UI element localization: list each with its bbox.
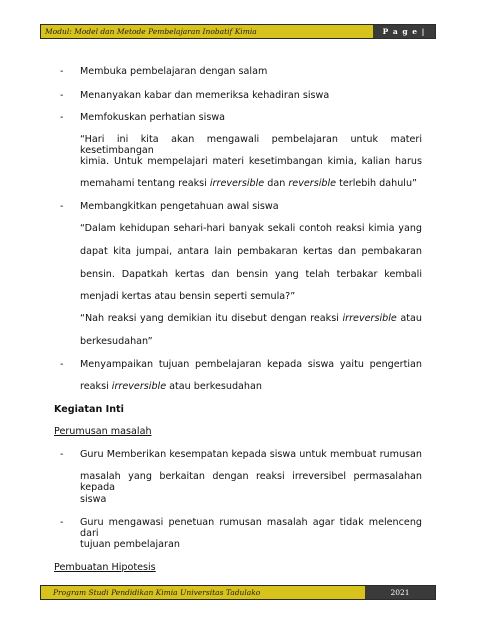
text-run: terlebih dahulu”: [336, 178, 418, 189]
paragraph-line: tujuan pembelajaran: [80, 539, 180, 550]
list-item-text: Guru Memberikan kesempatan kepada siswa untuk membuat rumusan: [80, 449, 422, 460]
page-number: P a g e | 162: [373, 25, 435, 38]
page-header: [40, 24, 436, 49]
list-item-text: Menyampaikan tujuan pembelajaran kepada siswa yaitu pengertian: [80, 359, 422, 370]
bullet-dash: -: [60, 90, 64, 101]
italic-term: reversible: [288, 178, 337, 189]
paragraph-line: “Hari ini kita akan mengawali pembelajaran untuk materi kesetimbangan: [80, 134, 422, 156]
bullet-dash: -: [60, 449, 64, 460]
bullet-dash: -: [60, 359, 64, 370]
italic-term: irreversible: [342, 313, 397, 324]
bullet-dash: -: [60, 517, 64, 528]
italic-term: irreversible: [111, 381, 167, 392]
italic-term: irreversible: [209, 178, 265, 189]
paragraph-line: [80, 178, 417, 189]
text-run: “Nah reaksi yang demikian itu disebut dengan reaksi: [80, 313, 343, 324]
page-footer: [40, 585, 436, 600]
paragraph-line: bensin. Dapatkah kertas dan bensin yang telah terbakar kembali: [80, 269, 422, 280]
subsection-title: Perumusan masalah: [54, 426, 152, 437]
bullet-dash: -: [60, 201, 64, 212]
list-item-text: Menanyakan kabar dan memeriksa kehadiran siswa: [80, 90, 330, 101]
bullet-dash: -: [60, 66, 64, 77]
paragraph-line: berkesudahan”: [80, 336, 153, 347]
list-item-text: Guru mengawasi penetuan rumusan masalah agar tidak melenceng dari: [80, 517, 422, 539]
paragraph-line: [80, 313, 422, 324]
text-run: reaksi: [80, 381, 112, 392]
paragraph-line: masalah yang berkaitan dengan reaksi irreversibel permasalahan kepada: [80, 471, 422, 493]
paragraph-line: [80, 381, 262, 392]
bullet-dash: -: [60, 112, 64, 123]
paragraph-line: menjadi kertas atau bensin seperti semula?”: [80, 291, 296, 302]
footer-institution: Program Studi Pendidikan Kimia Universitas Tadulako: [41, 586, 365, 599]
header-title: Modul: Model dan Metode Pembelajaran Inobatif Kimia: [41, 25, 373, 38]
list-item-text: Memfokuskan perhatian siswa: [80, 112, 226, 123]
text-run: atau: [396, 313, 422, 324]
list-item-text: Membuka pembelajaran dengan salam: [80, 66, 268, 77]
footer-year: 2021: [365, 586, 435, 599]
text-run: atau berkesudahan: [166, 381, 262, 392]
section-title: Kegiatan Inti: [54, 404, 124, 415]
paragraph-line: “Dalam kehidupan sehari-hari banyak sekali contoh reaksi kimia yang: [80, 223, 422, 234]
text-run: memahami tentang reaksi: [80, 178, 210, 189]
subsection-title: Pembuatan Hipotesis: [54, 562, 156, 573]
paragraph-line: kimia. Untuk mempelajari materi kesetimbangan kimia, kalian harus: [80, 156, 422, 167]
paragraph-line: siswa: [80, 494, 107, 505]
list-item-text: Membangkitkan pengetahuan awal siswa: [80, 201, 279, 212]
paragraph-line: dapat kita jumpai, antara lain pembakaran kertas dan pembakaran: [80, 246, 422, 257]
text-run: dan: [264, 178, 289, 189]
